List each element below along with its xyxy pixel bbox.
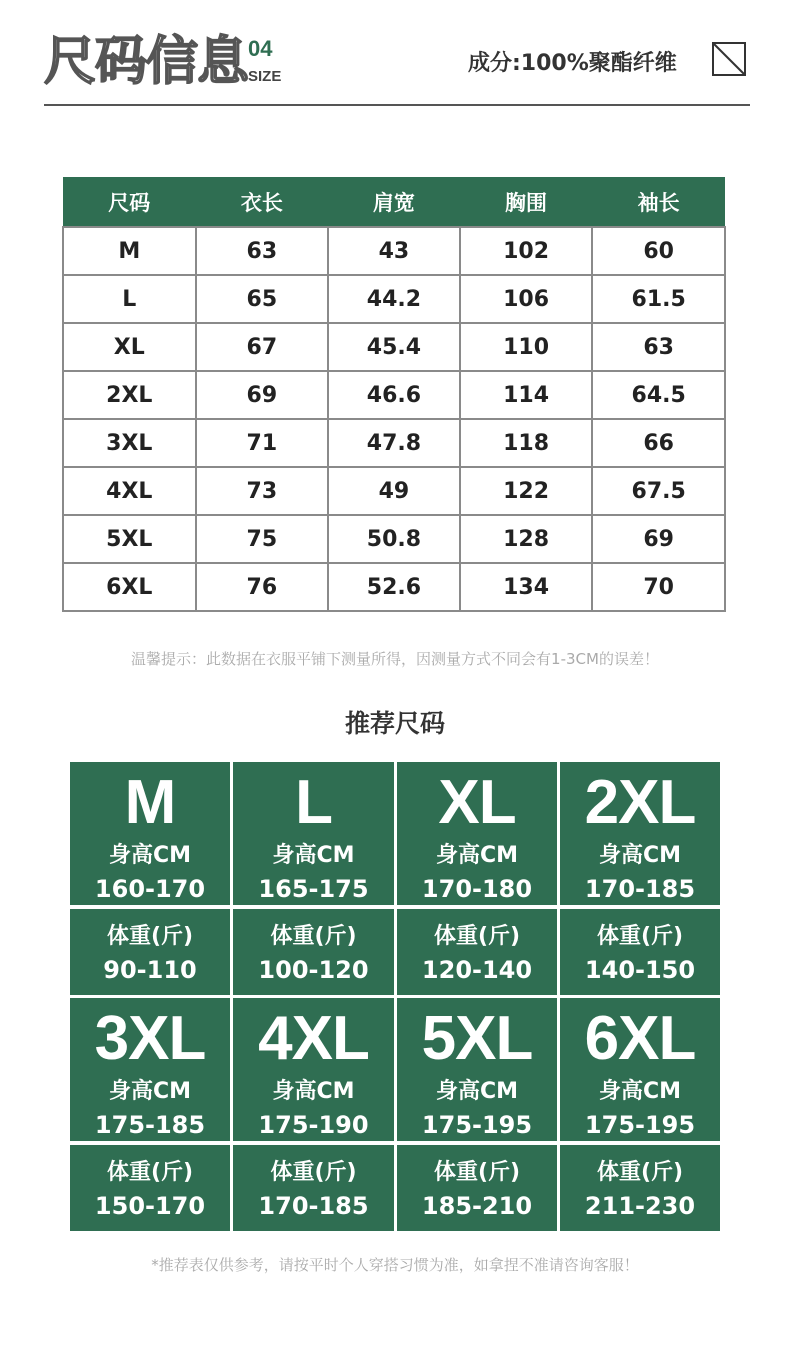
height-range: 165-175 <box>258 875 369 903</box>
recommend-size: M <box>124 768 176 837</box>
fabric-composition: 成分:100%聚酯纤维 <box>468 51 677 76</box>
recommend-size: 5XL <box>421 1004 533 1073</box>
recommend-size-card <box>233 998 394 1141</box>
measurement-cell: 102 <box>460 227 593 275</box>
measurement-tip: 温馨提示：此数据在衣服平铺下测量所得，因测量方式不同会有1-3CM的误差！ <box>131 650 659 668</box>
recommend-grid <box>70 762 720 1232</box>
measurement-cell: 65 <box>196 275 329 323</box>
fabric-swatch-icon <box>712 42 746 76</box>
measurement-cell: 43 <box>328 227 460 275</box>
header-divider <box>44 104 750 106</box>
weight-label: 体重(斤) <box>596 1160 684 1185</box>
weight-range: 211-230 <box>584 1192 696 1220</box>
size-cell: L <box>63 275 196 323</box>
table-row <box>63 563 725 611</box>
recommend-size-card <box>560 762 720 905</box>
table-row <box>63 419 725 467</box>
weight-range: 170-185 <box>258 1192 369 1220</box>
weight-range: 185-210 <box>421 1192 533 1220</box>
weight-range: 100-120 <box>258 956 369 984</box>
recommend-weight-card <box>233 1145 394 1231</box>
measurement-cell: 118 <box>460 419 593 467</box>
table-header-cell: 尺码 <box>63 177 196 227</box>
size-cell: 4XL <box>63 467 196 515</box>
height-range: 175-195 <box>584 1111 696 1139</box>
footnote: *推荐表仅供参考，请按平时个人穿搭习惯为准，如拿捏不准请咨询客服！ <box>151 1256 639 1274</box>
height-label: 身高CM <box>598 1079 682 1104</box>
recommend-weight-card <box>560 1145 720 1231</box>
size-cell: 2XL <box>63 371 196 419</box>
size-cell: 6XL <box>63 563 196 611</box>
measurement-cell: 106 <box>460 275 593 323</box>
measurement-cell: 44.2 <box>328 275 460 323</box>
measurement-cell: 69 <box>592 515 725 563</box>
measurement-cell: 46.6 <box>328 371 460 419</box>
size-cell: 3XL <box>63 419 196 467</box>
measurement-cell: 49 <box>328 467 460 515</box>
recommend-weight-card <box>233 909 394 995</box>
table-header-row <box>63 177 725 227</box>
height-label: 身高CM <box>108 843 192 868</box>
weight-label: 体重(斤) <box>596 924 684 949</box>
weight-label: 体重(斤) <box>270 924 357 949</box>
table-header-cell: 胸围 <box>460 177 593 227</box>
recommend-size: L <box>295 768 332 837</box>
section-title: 尺码信息 <box>44 32 249 92</box>
section-subtitle: SIZE <box>248 68 282 85</box>
table-header-cell: 衣长 <box>196 177 329 227</box>
measurement-cell: 63 <box>592 323 725 371</box>
recommend-size-card <box>397 998 557 1141</box>
size-cell: XL <box>63 323 196 371</box>
weight-range: 90-110 <box>103 956 197 984</box>
measurement-cell: 76 <box>196 563 329 611</box>
height-label: 身高CM <box>272 843 355 868</box>
size-cell: M <box>63 227 196 275</box>
section-number: 04 <box>248 36 273 61</box>
height-label: 身高CM <box>435 1079 519 1104</box>
recommend-weight-card <box>397 909 557 995</box>
recommend-size-card <box>560 998 720 1141</box>
measurement-cell: 52.6 <box>328 563 460 611</box>
table-header-cell: 袖长 <box>592 177 725 227</box>
measurement-cell: 63 <box>196 227 329 275</box>
page-header <box>44 30 750 106</box>
table-header-cell: 肩宽 <box>328 177 460 227</box>
recommend-size-card <box>233 762 394 905</box>
height-range: 170-185 <box>584 875 696 903</box>
recommend-size-card <box>70 762 230 905</box>
height-range: 170-180 <box>421 875 533 903</box>
measurement-cell: 75 <box>196 515 329 563</box>
measurement-cell: 122 <box>460 467 593 515</box>
weight-range: 120-140 <box>421 956 533 984</box>
measurement-cell: 114 <box>460 371 593 419</box>
weight-label: 体重(斤) <box>433 1160 521 1185</box>
measurement-cell: 64.5 <box>592 371 725 419</box>
recommend-size: 3XL <box>94 1004 206 1073</box>
height-range: 175-190 <box>258 1111 369 1139</box>
measurement-cell: 128 <box>460 515 593 563</box>
weight-range: 150-170 <box>94 1192 206 1220</box>
recommend-size: 2XL <box>584 768 696 837</box>
measurement-cell: 110 <box>460 323 593 371</box>
table-row <box>63 467 725 515</box>
height-range: 175-195 <box>421 1111 533 1139</box>
weight-label: 体重(斤) <box>433 924 521 949</box>
height-label: 身高CM <box>272 1079 355 1104</box>
measurement-cell: 73 <box>196 467 329 515</box>
recommend-weight-card <box>560 909 720 995</box>
measurement-cell: 67.5 <box>592 467 725 515</box>
table-row <box>63 227 725 275</box>
height-label: 身高CM <box>108 1079 192 1104</box>
recommend-weight-card <box>70 909 230 995</box>
size-cell: 5XL <box>63 515 196 563</box>
height-range: 160-170 <box>94 875 206 903</box>
measurement-cell: 67 <box>196 323 329 371</box>
table-row <box>63 371 725 419</box>
table-row <box>63 275 725 323</box>
measurement-cell: 50.8 <box>328 515 460 563</box>
recommend-title: 推荐尺码 <box>344 709 445 738</box>
measurement-cell: 47.8 <box>328 419 460 467</box>
recommend-weight-card <box>70 1145 230 1231</box>
weight-range: 140-150 <box>584 956 696 984</box>
measurement-cell: 69 <box>196 371 329 419</box>
measurement-cell: 61.5 <box>592 275 725 323</box>
table-row <box>63 323 725 371</box>
weight-label: 体重(斤) <box>106 1160 194 1185</box>
recommend-size-card <box>70 998 230 1141</box>
recommend-size-card <box>397 762 557 905</box>
size-chart-table <box>62 177 726 612</box>
measurement-cell: 70 <box>592 563 725 611</box>
recommend-size: 6XL <box>584 1004 696 1073</box>
height-range: 175-185 <box>94 1111 206 1139</box>
height-label: 身高CM <box>598 843 682 868</box>
measurement-cell: 45.4 <box>328 323 460 371</box>
height-label: 身高CM <box>435 843 519 868</box>
table-row <box>63 515 725 563</box>
measurement-cell: 71 <box>196 419 329 467</box>
recommend-size: XL <box>438 768 516 837</box>
measurement-cell: 66 <box>592 419 725 467</box>
measurement-cell: 134 <box>460 563 593 611</box>
weight-label: 体重(斤) <box>270 1160 357 1185</box>
weight-label: 体重(斤) <box>106 924 194 949</box>
recommend-weight-card <box>397 1145 557 1231</box>
measurement-cell: 60 <box>592 227 725 275</box>
recommend-size: 4XL <box>258 1004 369 1073</box>
